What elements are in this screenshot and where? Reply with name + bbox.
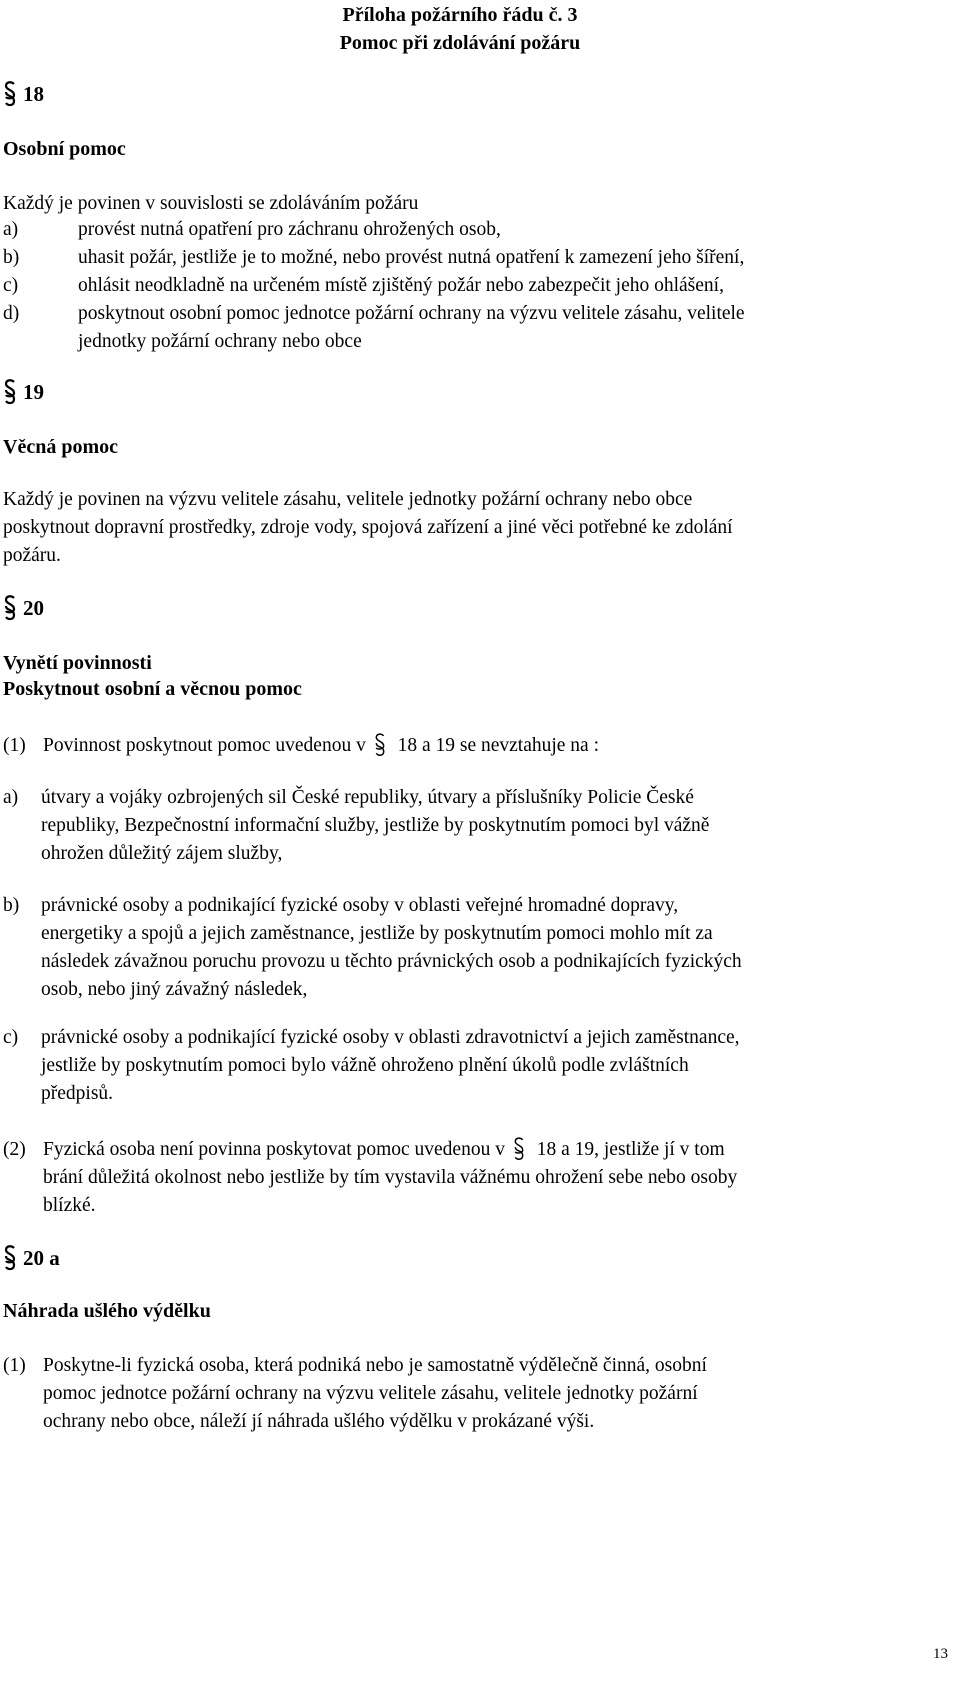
item-text: poskytnout osobní pomoc jednotce požární ochrany na výzvu velitele zásahu, velitele: [78, 303, 745, 324]
list-item: [3, 216, 943, 244]
section-19-text: požáru.: [3, 545, 61, 566]
paragraph-1: [3, 732, 943, 760]
section-18-heading: Osobní pomoc: [3, 138, 126, 160]
paragraph-label: (1): [3, 735, 26, 756]
list-item: [3, 892, 943, 1004]
item-label: c): [3, 1027, 19, 1048]
annex-title: Příloha požárního řádu č. 3: [342, 4, 578, 26]
paragraph-label: (1): [3, 1355, 26, 1376]
section-20a-number: [3, 1244, 60, 1272]
annex-subtitle: Pomoc při zdolávání požáru: [339, 32, 581, 54]
section-sign-icon: [3, 81, 17, 107]
item-label: b): [3, 895, 20, 916]
section-19-label: 19: [23, 380, 44, 404]
section-sign-icon: [3, 1245, 17, 1271]
section-sign-icon: [510, 1137, 532, 1159]
section-19-number: [3, 378, 44, 406]
list-item: [3, 1024, 943, 1108]
section-sign-icon: [3, 595, 17, 621]
paragraph-text: Povinnost poskytnout pomoc uvedenou v: [43, 735, 366, 756]
section-20a-label: 20 a: [23, 1246, 60, 1270]
paragraph-label: (2): [3, 1139, 26, 1160]
section-18-intro: Každý je povinen v souvislosti se zdoláváním požáru: [3, 193, 419, 214]
paragraph-text: 18 a 19, jestliže jí v tom: [536, 1139, 725, 1160]
item-text: ohlásit neodkladně na určeném místě zjištěný požár nebo zabezpečit jeho ohlášení,: [78, 275, 724, 296]
item-text: předpisů.: [41, 1083, 114, 1104]
paragraph-text: 18 a 19 se nevztahuje na :: [397, 735, 600, 756]
item-text: ohrožen důležitý zájem služby,: [41, 843, 283, 864]
section-19-text: poskytnout dopravní prostředky, zdroje vody, spojová zařízení a jiné věci potřebné ke zdolání: [3, 517, 733, 538]
item-text: útvary a vojáky ozbrojených sil České republiky, útvary a příslušníky Policie České: [41, 787, 694, 808]
paragraph-text: pomoc jednotce požární ochrany na výzvu velitele zásahu, velitele jednotky požární: [43, 1383, 698, 1404]
item-label: c): [3, 275, 19, 296]
paragraph-text: Fyzická osoba není povinna poskytovat pomoc uvedenou v: [43, 1139, 505, 1160]
section-20a-heading: Náhrada ušlého výdělku: [3, 1300, 211, 1322]
list-item: [3, 244, 943, 272]
item-text: uhasit požár, jestliže je to možné, nebo provést nutná opatření k zamezení jeho šíření,: [78, 247, 745, 268]
section-19-heading: Věcná pomoc: [3, 436, 118, 458]
item-text: energetiky a spojů a jejich zaměstnance, jestliže by poskytnutím pomoci mohlo mít za: [41, 923, 713, 944]
item-text: právnické osoby a podnikající fyzické osoby v oblasti veřejné hromadné dopravy,: [41, 895, 679, 916]
section-18-label: 18: [23, 82, 44, 106]
section-20-label: 20: [23, 596, 44, 620]
item-label: a): [3, 219, 19, 240]
item-text: jestliže by poskytnutím pomoci bylo vážně ohroženo plnění úkolů podle zvláštních: [41, 1055, 689, 1076]
paragraph-text: brání důležitá okolnost nebo jestliže by tím vystavila vážnému ohrožení sebe nebo osoby: [43, 1167, 738, 1188]
item-label: a): [3, 787, 19, 808]
paragraph-text: blízké.: [43, 1195, 96, 1216]
item-text: republiky, Bezpečnostní informační služby, jestliže by poskytnutím pomoci byl vážně: [41, 815, 710, 836]
item-text: provést nutná opatření pro záchranu ohrožených osob,: [78, 219, 501, 240]
section-20-heading: Vynětí povinnosti: [3, 652, 152, 674]
item-label: d): [3, 303, 20, 324]
paragraph-1: [3, 1352, 943, 1436]
item-text: jednotky požární ochrany nebo obce: [78, 331, 362, 352]
paragraph-2: [3, 1136, 943, 1220]
page-number: 13: [933, 1646, 948, 1662]
item-label: b): [3, 247, 20, 268]
section-19-text: Každý je povinen na výzvu velitele zásahu, velitele jednotky požární ochrany nebo obce: [3, 489, 693, 510]
paragraph-text: ochrany nebo obce, náleží jí náhrada ušlého výdělku v prokázané výši.: [43, 1411, 595, 1432]
list-item: [3, 300, 943, 356]
list-item: [3, 272, 943, 300]
section-sign-icon: [3, 379, 17, 405]
section-sign-icon: [371, 733, 393, 755]
paragraph-text: Poskytne-li fyzická osoba, která podniká nebo je samostatně výdělečně činná, osobní: [43, 1355, 707, 1376]
list-item: [3, 784, 943, 868]
item-text: následek závažnou poruchu provozu u těchto právnických osob a podnikajících fyzických: [41, 951, 742, 972]
item-text: osob, nebo jiný závažný následek,: [41, 979, 308, 1000]
section-18-number: [3, 80, 44, 108]
item-text: právnické osoby a podnikající fyzické osoby v oblasti zdravotnictví a jejich zaměstnance,: [41, 1027, 740, 1048]
section-20-subheading: Poskytnout osobní a věcnou pomoc: [3, 678, 302, 700]
section-20-number: [3, 594, 44, 622]
